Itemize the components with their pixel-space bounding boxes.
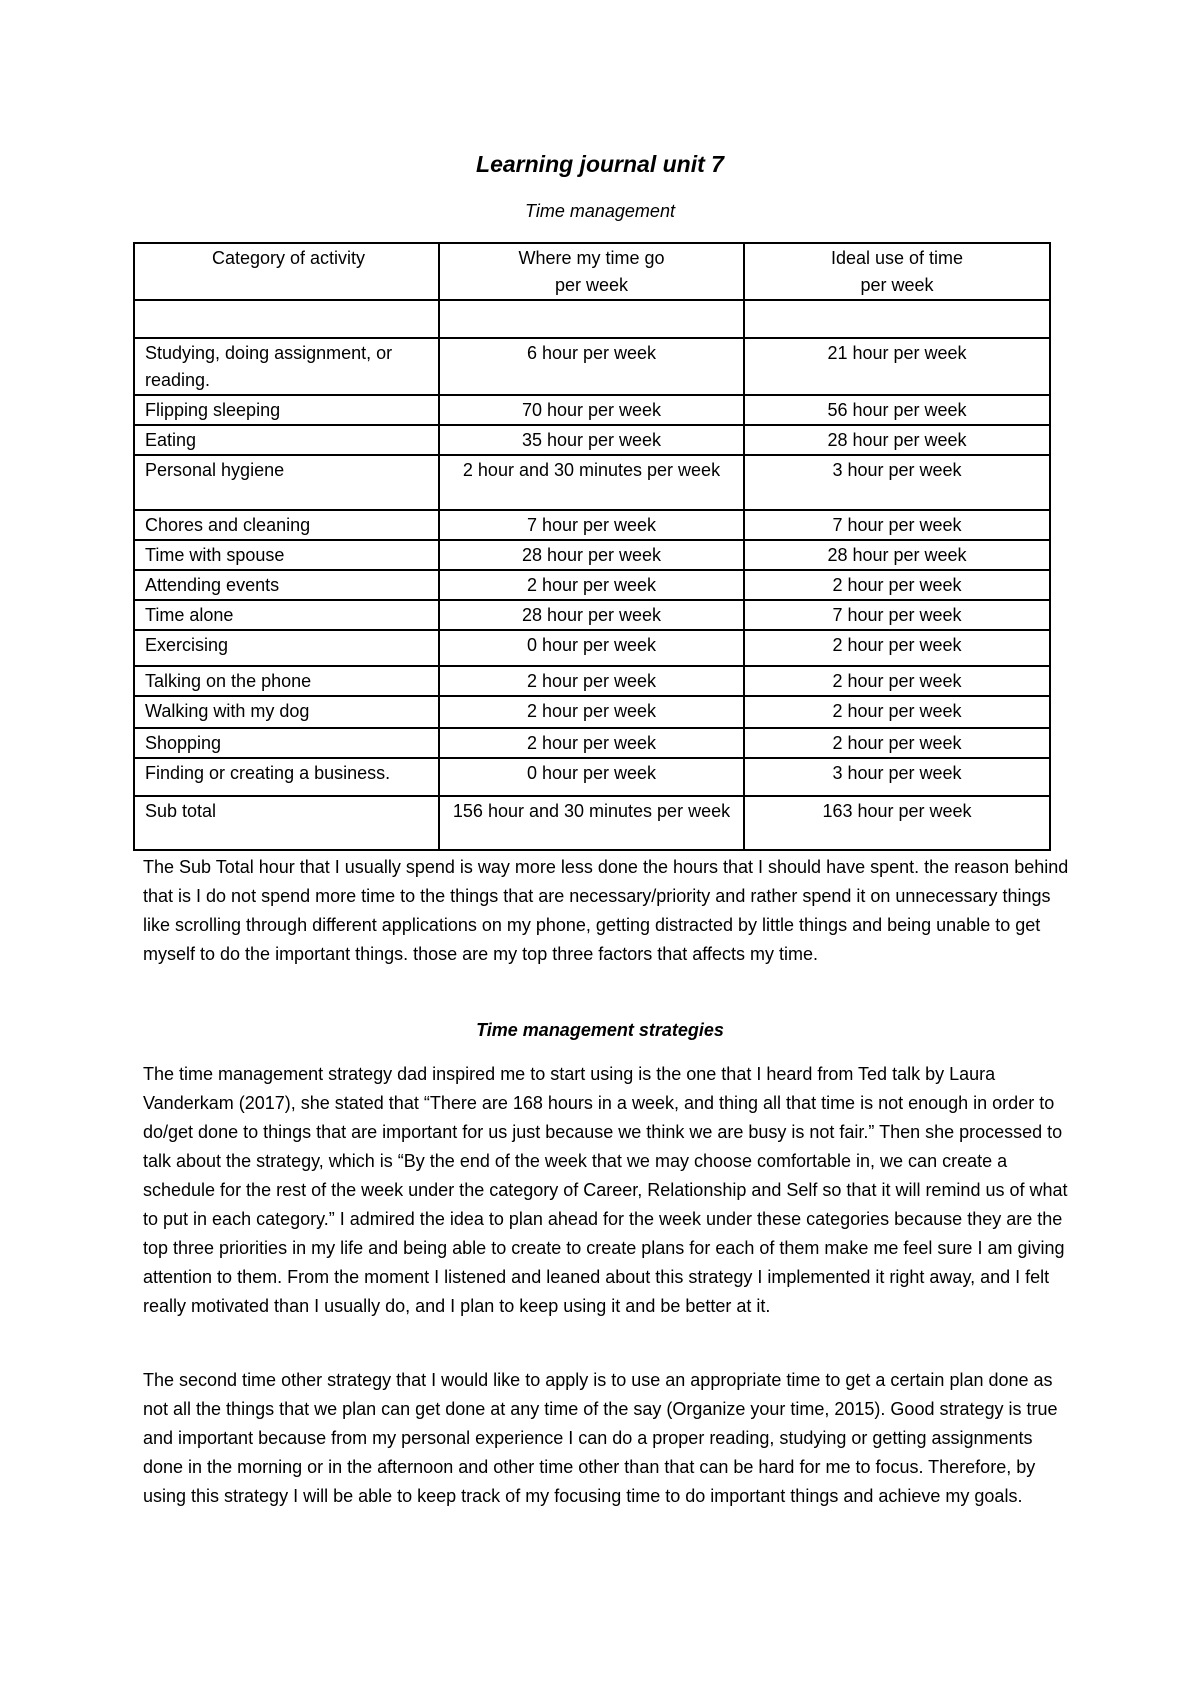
cell-category: Exercising [134, 630, 439, 666]
cell-current: 2 hour per week [439, 570, 744, 600]
table-row [134, 630, 1050, 666]
document-subtitle: Time management [525, 201, 675, 221]
cell-current: 0 hour per week [439, 758, 744, 796]
cell-ideal: 7 hour per week [744, 600, 1050, 630]
header-category: Category of activity [134, 243, 439, 300]
table-row [134, 510, 1050, 540]
table-row [134, 338, 1050, 395]
document-title: Learning journal unit 7 [476, 151, 724, 177]
cell-category: Chores and cleaning [134, 510, 439, 540]
cell-ideal: 28 hour per week [744, 540, 1050, 570]
header-ideal: Ideal use of time per week [744, 243, 1050, 300]
cell-ideal: 2 hour per week [744, 728, 1050, 758]
cell-ideal: 28 hour per week [744, 425, 1050, 455]
cell-ideal: 56 hour per week [744, 395, 1050, 425]
cell-category: Walking with my dog [134, 696, 439, 728]
cell-current: 2 hour per week [439, 728, 744, 758]
cell-ideal [744, 300, 1050, 338]
table-row [134, 425, 1050, 455]
table-row [134, 395, 1050, 425]
cell-ideal: 2 hour per week [744, 666, 1050, 696]
table-row [134, 570, 1050, 600]
cell-category: Eating [134, 425, 439, 455]
cell-category: Shopping [134, 728, 439, 758]
cell-current: 35 hour per week [439, 425, 744, 455]
cell-category: Attending events [134, 570, 439, 600]
cell-category: Flipping sleeping [134, 395, 439, 425]
cell-category [134, 300, 439, 338]
table-row [134, 600, 1050, 630]
time-management-table [133, 242, 1051, 851]
cell-current: 28 hour per week [439, 540, 744, 570]
cell-current: 2 hour and 30 minutes per week [439, 455, 744, 510]
cell-ideal: 2 hour per week [744, 696, 1050, 728]
header-current: Where my time go per week [439, 243, 744, 300]
cell-current [439, 300, 744, 338]
cell-current: 7 hour per week [439, 510, 744, 540]
cell-category: Talking on the phone [134, 666, 439, 696]
cell-ideal: 163 hour per week [744, 796, 1050, 850]
table-row [134, 758, 1050, 796]
cell-current: 28 hour per week [439, 600, 744, 630]
paragraph-strategy-1: The time management strategy dad inspired me to start using is the one that I heard from Ted talk by Laura Vanderkam (2017), she stated that “There are 168 hours in a week, and thing all that time is not enough in order to do/get done to things that are important for us just because we think we are busy is not fair.” Then she processed to talk about the strategy, which is “By the end of the week that we may choose comfortable in, we can create a schedule for the rest of the week under the category of Career, Relationship and Self so that it will remind us of what to put in each category.” I admired the idea to plan ahead for the week under these categories because they are the top three priorities in my life and being able to create to create plans for each of them make me feel sure I am giving attention to them. From the moment I listened and leaned about this strategy I implemented it right away, and I felt really motivated than I usually do, and I plan to keep using it and be better at it. [143, 1064, 1068, 1316]
table-row [134, 796, 1050, 850]
table-row [134, 455, 1050, 510]
cell-ideal: 2 hour per week [744, 570, 1050, 600]
cell-ideal: 3 hour per week [744, 455, 1050, 510]
heading-strategies: Time management strategies [476, 1020, 724, 1040]
paragraph-strategy-2: The second time other strategy that I would like to apply is to use an appropriate time to get a certain plan done as not all the things that we plan can get done at any time of the say (Organize your time, 2015). Good strategy is true and important because from my personal experience I can do a proper reading, studying or getting assignments done in the morning or in the afternoon and other time other than that can be hard for me to focus. Therefore, by using this strategy I will be able to keep track of my focusing time to do important things and achieve my goals. [143, 1370, 1058, 1506]
table-row [134, 666, 1050, 696]
cell-current: 156 hour and 30 minutes per week [439, 796, 744, 850]
cell-ideal: 2 hour per week [744, 630, 1050, 666]
cell-ideal: 7 hour per week [744, 510, 1050, 540]
cell-category: Sub total [134, 796, 439, 850]
paragraph-subtotal: The Sub Total hour that I usually spend is way more less done the hours that I should have spent. the reason behind that is I do not spend more time to the things that are necessary/priority and rather spend it on unnecessary things like scrolling through different applications on my phone, getting distracted by little things and being unable to get myself to do the important things. those are my top three factors that affects my time. [143, 857, 1069, 964]
cell-ideal: 3 hour per week [744, 758, 1050, 796]
cell-category: Time alone [134, 600, 439, 630]
cell-category: Studying, doing assignment, or reading. [134, 338, 439, 395]
table-row [134, 540, 1050, 570]
cell-ideal: 21 hour per week [744, 338, 1050, 395]
cell-current: 70 hour per week [439, 395, 744, 425]
table-row [134, 696, 1050, 728]
cell-current: 0 hour per week [439, 630, 744, 666]
cell-current: 2 hour per week [439, 696, 744, 728]
cell-category: Personal hygiene [134, 455, 439, 510]
cell-current: 2 hour per week [439, 666, 744, 696]
cell-category: Time with spouse [134, 540, 439, 570]
table-row [134, 728, 1050, 758]
table-row [134, 300, 1050, 338]
cell-current: 6 hour per week [439, 338, 744, 395]
cell-category: Finding or creating a business. [134, 758, 439, 796]
table-header-row [134, 243, 1050, 300]
